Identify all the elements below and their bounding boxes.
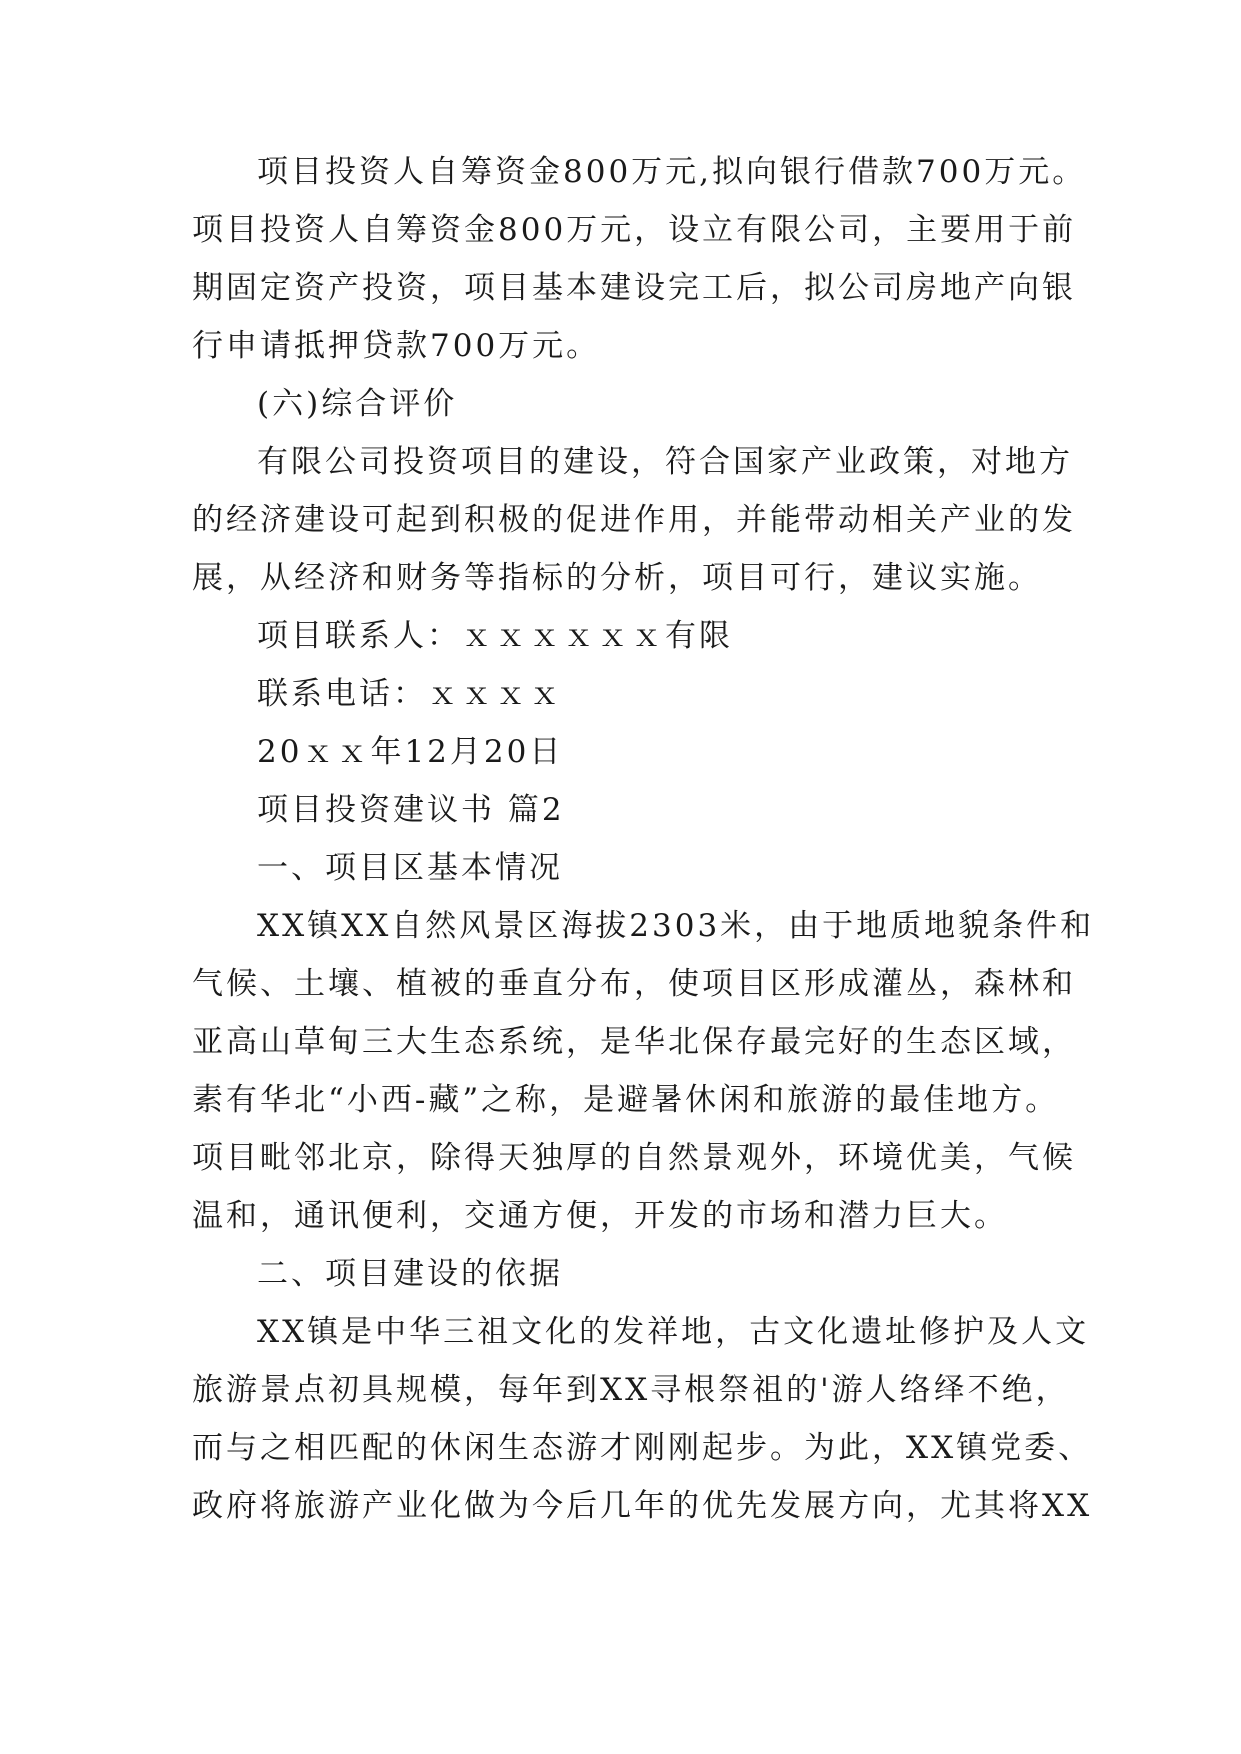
paragraph-line: 的经济建设可起到积极的促进作用，并能带动相关产业的发 — [192, 502, 1076, 538]
paragraph-line: XX镇是中华三祖文化的发祥地，古文化遗址修护及人文 — [257, 1314, 1090, 1350]
document-date: 20ｘｘ年12月20日 — [257, 734, 564, 770]
contact-phone: 联系电话：ｘｘｘｘ — [257, 676, 563, 712]
paragraph-line: 温和，通讯便利，交通方便，开发的市场和潜力巨大。 — [192, 1198, 1008, 1234]
paragraph-line: 项目投资人自筹资金800万元,拟向银行借款700万元。 — [257, 154, 1087, 190]
contact-person: 项目联系人：ｘｘｘｘｘｘ有限 — [257, 618, 733, 654]
paragraph-line: 行申请抵押贷款700万元。 — [192, 328, 601, 364]
paragraph-line: 素有华北“小西-藏”之称，是避暑休闲和旅游的最佳地方。 — [192, 1082, 1060, 1118]
paragraph-line: 展，从经济和财务等指标的分析，项目可行，建议实施。 — [192, 560, 1042, 596]
paragraph-line: 气候、土壤、植被的垂直分布，使项目区形成灌丛，森林和 — [192, 966, 1076, 1002]
section-heading: 一、项目区基本情况 — [257, 850, 563, 886]
section-heading: (六)综合评价 — [257, 386, 458, 422]
section-heading: 二、项目建设的依据 — [257, 1256, 563, 1292]
paragraph-line: XX镇XX自然风景区海拔2303米，由于地质地貌条件和 — [257, 908, 1095, 944]
paragraph-line: 亚高山草甸三大生态系统，是华北保存最完好的生态区域， — [192, 1024, 1076, 1060]
paragraph-line: 有限公司投资项目的建设，符合国家产业政策，对地方 — [257, 444, 1073, 480]
paragraph-line: 而与之相匹配的休闲生态游才刚刚起步。为此，XX镇党委、 — [192, 1430, 1093, 1466]
paragraph-line: 期固定资产投资，项目基本建设完工后，拟公司房地产向银 — [192, 270, 1076, 306]
paragraph-line: 项目投资人自筹资金800万元，设立有限公司，主要用于前 — [192, 212, 1077, 248]
paragraph-line: 项目毗邻北京，除得天独厚的自然景观外，环境优美，气候 — [192, 1140, 1076, 1176]
paragraph-line: 旅游景点初具规模，每年到XX寻根祭祖的'游人络绎不绝， — [192, 1372, 1070, 1408]
document-title: 项目投资建议书 篇2 — [257, 792, 565, 828]
paragraph-line: 政府将旅游产业化做为今后几年的优先发展方向，尤其将XX — [192, 1488, 1093, 1524]
